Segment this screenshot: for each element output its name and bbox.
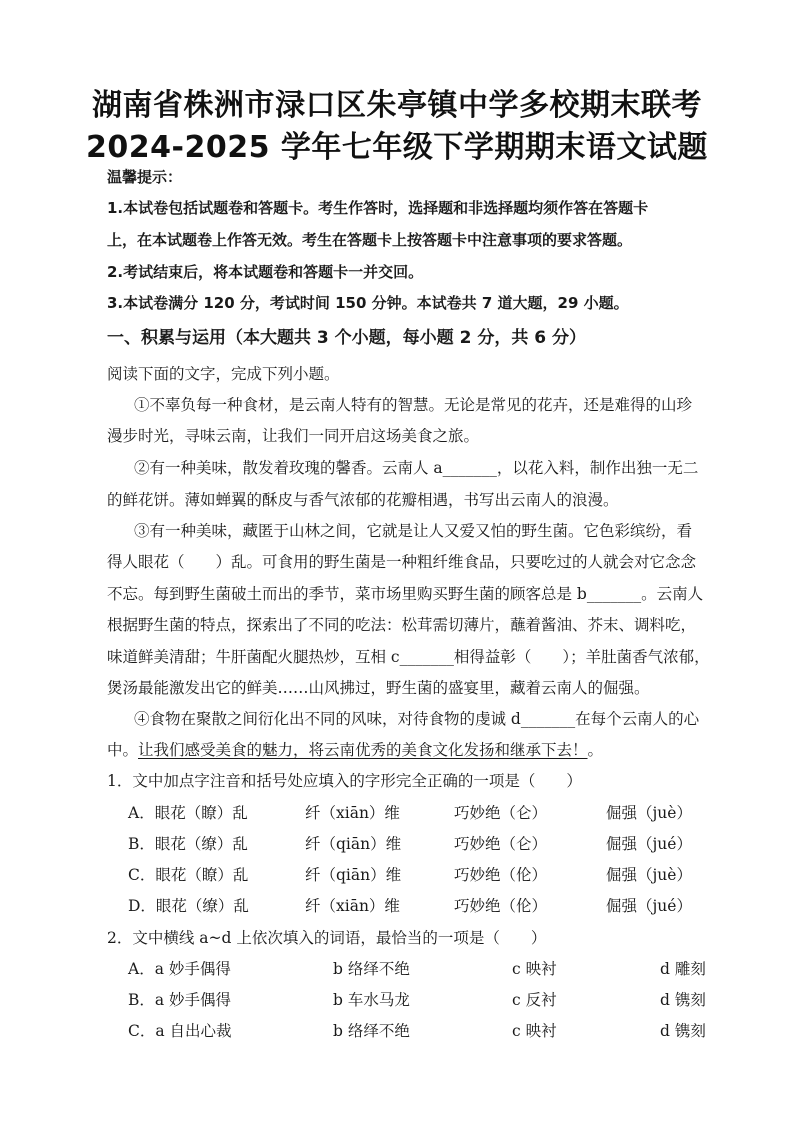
passage-p3-line1: ③有一种美味，藏匿于山林之间，它就是让人又爱又怕的野生菌。它色彩缤纷，看 (134, 522, 693, 540)
q1-option-a-col2: 纤（xiān）维 (305, 804, 400, 822)
q1-option-c-col4: 倔强（juè） (606, 866, 692, 884)
tip-item-1b: 上，在本试题卷上作答无效。考生在答题卡上按答题卡中注意事项的要求答题。 (107, 231, 633, 249)
passage-p4-line2 (107, 738, 603, 760)
tips-heading: 温馨提示： (107, 168, 183, 186)
q1-option-a-col4: 倔强（juè） (606, 804, 692, 822)
q2-option-a-col4: d 雕刻 (660, 960, 706, 978)
exam-title-line2: 2024-2025 学年七年级下学期期末语文试题 (86, 130, 708, 165)
q1-option-b-col3: 巧妙绝（仑） (454, 835, 548, 853)
passage-p3-line5: 味道鲜美清甜；牛肝菌配火腿热炒，互相 c_______相得益彰（ ）；羊肚菌香气浓郁， (107, 648, 710, 666)
passage-p3-line4: 根据野生菌的特点，探索出了不同的吃法：松茸需切薄片，蘸着酱油、芥末、调料吃， (107, 616, 697, 634)
q1-option-d-col3: 巧妙绝（伦） (454, 897, 548, 915)
question-2-stem: 2．文中横线 a~d 上依次填入的词语，最恰当的一项是（ ） (107, 929, 547, 947)
q2-option-c-col2: b 络绎不绝 (333, 1022, 410, 1040)
q1-option-b-col2: 纤（qiān）维 (305, 835, 402, 853)
passage-p3-line3: 不忘。每到野生菌破土而出的季节，菜市场里购买野生菌的顾客总是 b_______。云南人 (107, 585, 704, 603)
exam-title-line1: 湖南省株洲市渌口区朱亭镇中学多校期末联考 (92, 88, 702, 123)
passage-p4-line1: ④食物在聚散之间衍化出不同的风味，对待食物的虔诚 d_______在每个云南人的心 (134, 710, 700, 728)
q2-option-a-col3: c 映衬 (512, 960, 557, 978)
passage-p3-line2: 得人眼花（ ）乱。可食用的野生菌是一种粗纤维食品，只要吃过的人就会对它念念 (107, 553, 697, 571)
tip-item-1a: 1.本试卷包括试题卷和答题卡。考生作答时，选择题和非选择题均须作答在答题卡 (107, 199, 649, 217)
q1-option-c-col3: 巧妙绝（伦） (454, 866, 548, 884)
q1-option-c-col1: C．眼花（瞭）乱 (128, 866, 249, 884)
q1-option-d-col4: 倔强（jué） (606, 897, 692, 915)
q1-option-b-col4: 倔强（jué） (606, 835, 692, 853)
tip-item-2: 2.考试结束后，将本试题卷和答题卡一并交回。 (107, 263, 424, 281)
question-1-stem: 1．文中加点字注音和括号处应填入的字形完全正确的一项是（ ） (107, 772, 582, 790)
passage-p1-line1: ①不辜负每一种食材，是云南人特有的智慧。无论是常见的花卉，还是难得的山珍 (134, 396, 693, 414)
p4-prefix: 中。 (107, 741, 139, 759)
q2-option-b-col3: c 反衬 (512, 991, 557, 1009)
q1-option-a-col1: A．眼花（瞭）乱 (128, 804, 248, 822)
q2-option-a-col1: A．a 妙手偶得 (128, 960, 231, 978)
q1-option-d-col1: D．眼花（缭）乱 (128, 897, 249, 915)
q1-option-d-col2: 纤（xiān）维 (305, 897, 400, 915)
section-1-heading: 一、积累与运用（本大题共 3 个小题，每小题 2 分，共 6 分） (107, 328, 586, 348)
q1-option-c-col2: 纤（qiān）维 (305, 866, 402, 884)
q1-option-a-col3: 巧妙绝（仑） (454, 804, 548, 822)
q2-option-c-col3: c 映衬 (512, 1022, 557, 1040)
q2-option-b-col2: b 车水马龙 (333, 991, 410, 1009)
passage-p3-line6: 煲汤最能激发出它的鲜美……山风拂过，野生菌的盛宴里，藏着云南人的倔强。 (107, 679, 650, 697)
passage-p1-line2: 漫步时光，寻味云南，让我们一同开启这场美食之旅。 (107, 427, 480, 445)
q2-option-b-col1: B．a 妙手偶得 (128, 991, 232, 1009)
q2-option-c-col1: C．a 自出心裁 (128, 1022, 232, 1040)
p4-suffix: 。 (587, 741, 604, 759)
tip-item-3: 3.本试卷满分 120 分，考试时间 150 分钟。本试卷共 7 道大题，29 小题。 (107, 294, 629, 312)
reading-intro: 阅读下面的文字，完成下列小题。 (107, 365, 340, 383)
q2-option-b-col4: d 镌刻 (660, 991, 706, 1009)
q2-option-c-col4: d 镌刻 (660, 1022, 706, 1040)
q2-option-a-col2: b 络绎不绝 (333, 960, 410, 978)
passage-p2-line2: 的鲜花饼。薄如蝉翼的酥皮与香气浓郁的花瓣相遇，书写出云南人的浪漫。 (107, 491, 619, 509)
q1-option-b-col1: B．眼花（缭）乱 (128, 835, 248, 853)
underlined-sentence: 让我们感受美食的魅力，将云南优秀的美食文化发扬和继承下去！ (138, 741, 588, 759)
passage-p2-line1: ②有一种美味，散发着玫瑰的馨香。云南人 a_______，以花入料，制作出独一无二 (134, 459, 699, 477)
